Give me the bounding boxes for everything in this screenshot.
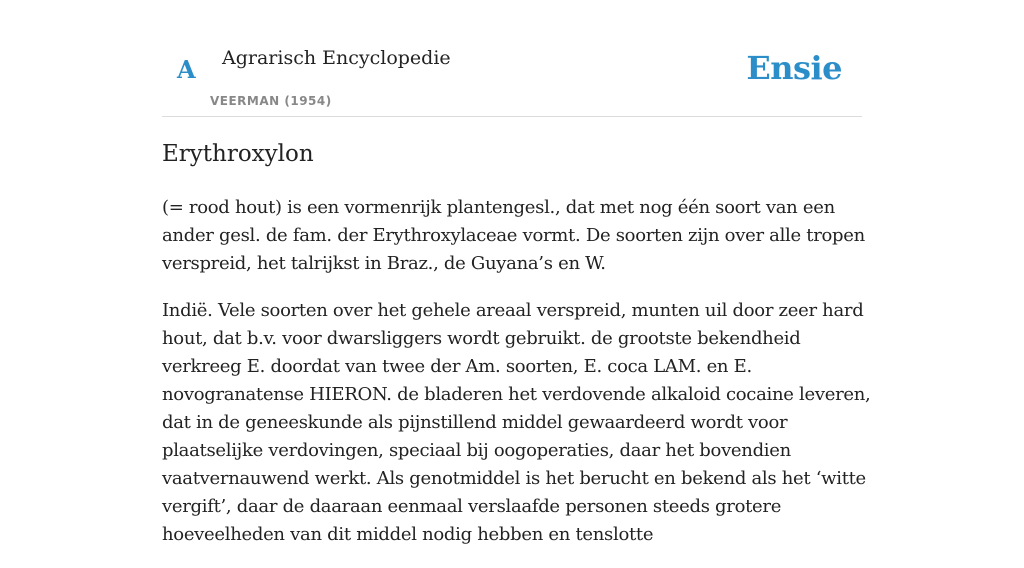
source-logo[interactable]: A [177,55,196,84]
article [162,138,874,568]
article-paragraph: Indië. Vele soorten over het gehele areaal verspreid, munten uil door zeer hard hout, dat b.v. voor dwarsliggers wordt gebruikt. de grootste bekendheid verkreeg E. doordat van twee der Am. soorten, E. coca LAM. en E. novogranatense HIERON. de bladeren het verdovende alkaloid cocaine leveren, dat in de geneeskunde als pijnstillend middel gewaardeerd wordt voor plaatselijke verdovingen, speciaal bij oogoperaties, daar het bovendien vaatvernauwend werkt. Als genotmiddel is het berucht en bekend als het ‘witte vergift’, daar de daaraan eenmaal verslaafde personen steeds grotere hoeveelheden van dit middel nodig hebben en tenslotte [162,300,871,545]
article-paragraph: (= rood hout) is een vormenrijk plantengesl., dat met nog één soort van een ander gesl. de fam. der Erythroxylaceae vormt. De soorten zijn over alle tropen verspreid, het talrijkst in Braz., de Guyana’s en W. [162,197,865,274]
brand-logo[interactable]: Ensie [746,49,842,87]
article-title: Erythroxylon [162,141,314,167]
source-title[interactable]: Agrarisch Encyclopedie [222,47,451,69]
source-author: VEERMAN (1954) [210,94,332,108]
header [162,0,862,117]
